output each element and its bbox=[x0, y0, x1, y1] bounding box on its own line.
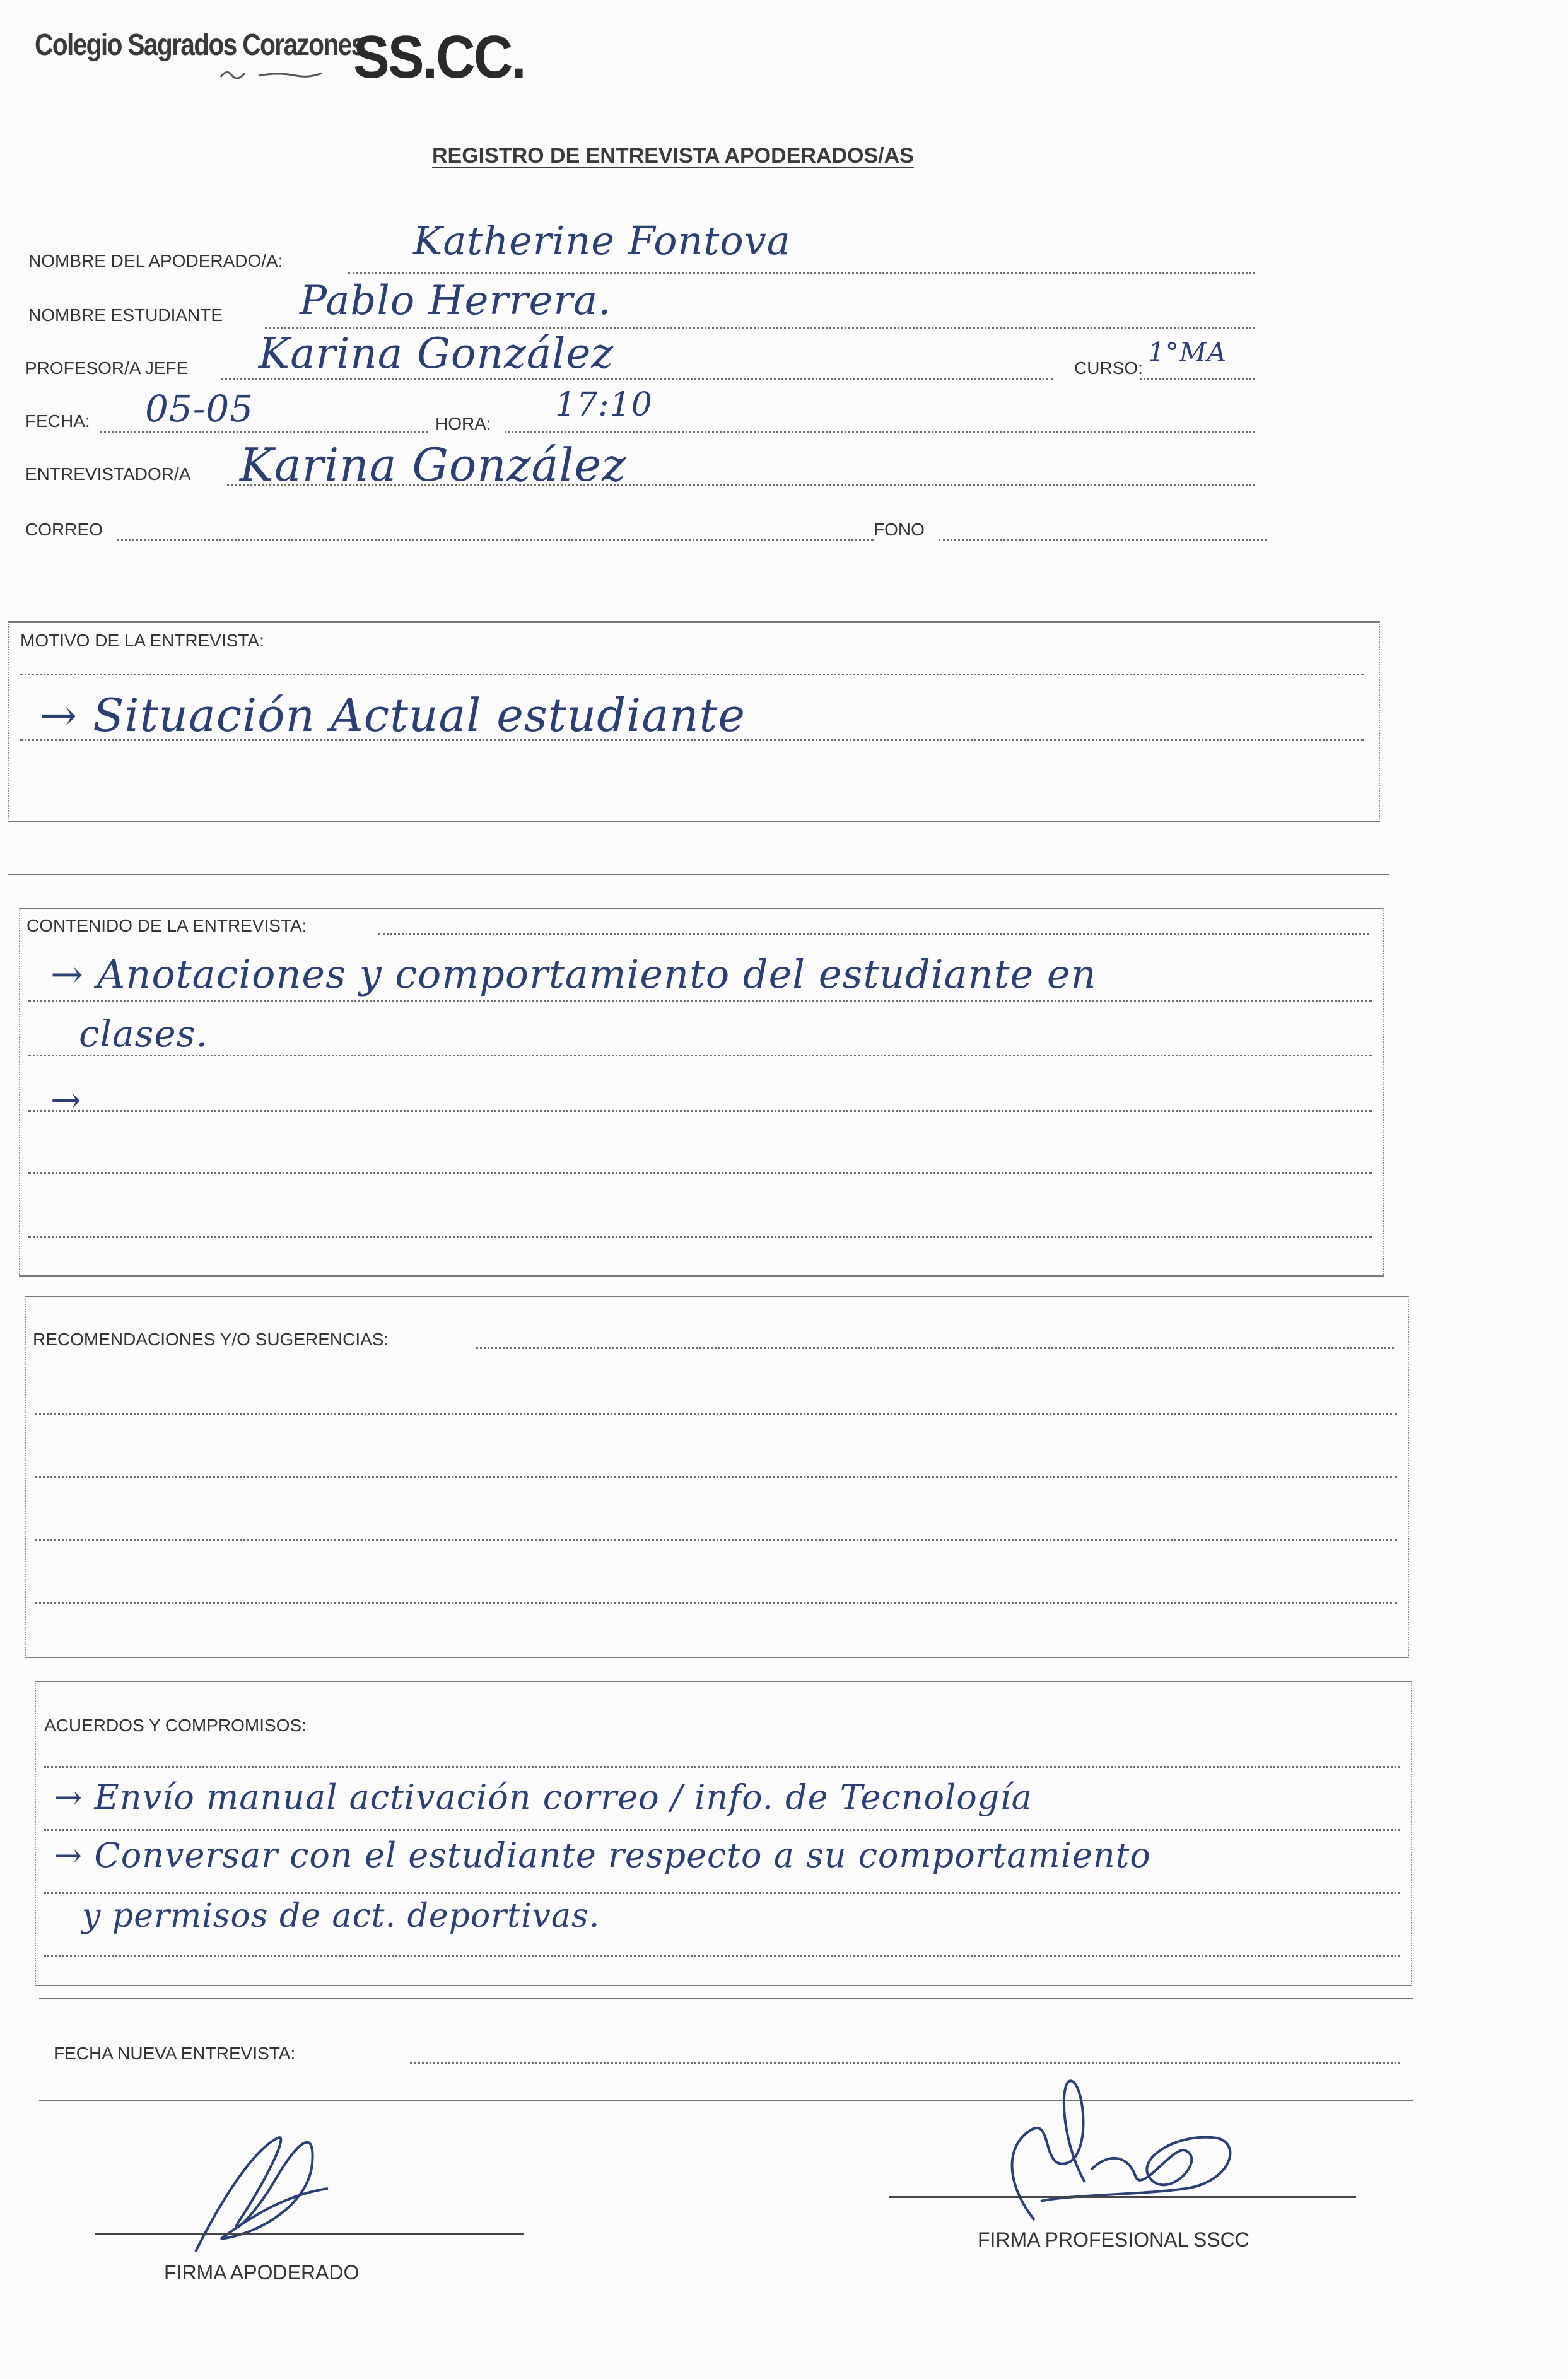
estudiante-line bbox=[265, 327, 1255, 329]
contenido-line-4 bbox=[28, 1172, 1372, 1174]
hora-value[interactable]: 17:10 bbox=[555, 386, 653, 424]
fecha-value[interactable]: 05-05 bbox=[145, 387, 254, 430]
correo-line[interactable] bbox=[117, 539, 874, 541]
nueva-entrevista-line[interactable] bbox=[410, 2062, 1400, 2064]
acuerdos-line-1 bbox=[44, 1766, 1400, 1768]
contenido-line-0 bbox=[378, 933, 1369, 935]
logo-scribble-icon bbox=[221, 63, 347, 82]
recomendaciones-line-0 bbox=[476, 1347, 1394, 1349]
recomendaciones-line-4[interactable] bbox=[35, 1602, 1397, 1604]
signature-profesional-line[interactable] bbox=[889, 2196, 1356, 2198]
apoderado-value[interactable]: Katherine Fontova bbox=[413, 218, 791, 264]
estudiante-label: NOMBRE ESTUDIANTE bbox=[28, 305, 223, 325]
hora-label: HORA: bbox=[435, 414, 491, 433]
motivo-label: MOTIVO DE LA ENTREVISTA: bbox=[20, 631, 264, 650]
signature-profesional-label: FIRMA PROFESIONAL SSCC bbox=[978, 2228, 1249, 2251]
signature-profesional-icon bbox=[965, 2075, 1243, 2226]
contenido-label: CONTENIDO DE LA ENTREVISTA: bbox=[26, 916, 307, 935]
acuerdos-line-2 bbox=[44, 1829, 1400, 1831]
contenido-line-5 bbox=[28, 1236, 1372, 1238]
profesor-line bbox=[221, 378, 1053, 380]
curso-line bbox=[1140, 378, 1255, 380]
divider bbox=[8, 874, 1389, 875]
contenido-text-2[interactable]: clases. bbox=[79, 1012, 208, 1055]
contenido-line-2 bbox=[28, 1055, 1372, 1056]
signature-apoderado-label: FIRMA APODERADO bbox=[164, 2261, 360, 2284]
contenido-line-3 bbox=[28, 1110, 1372, 1112]
fecha-label: FECHA: bbox=[25, 411, 90, 431]
acuerdos-text-1[interactable]: → Envío manual activación correo / info. de Tecnología bbox=[54, 1777, 1033, 1817]
recomendaciones-line-2[interactable] bbox=[35, 1476, 1397, 1478]
acuerdos-text-3[interactable]: y permisos de act. deportivas. bbox=[82, 1897, 600, 1935]
profesor-label: PROFESOR/A JEFE bbox=[25, 358, 189, 378]
signature-apoderado-icon bbox=[183, 2125, 347, 2258]
contenido-text-1[interactable]: → Anotaciones y comportamiento del estudiante en bbox=[50, 951, 1097, 997]
nueva-entrevista-label: FECHA NUEVA ENTREVISTA: bbox=[54, 2043, 296, 2063]
recomendaciones-line-1[interactable] bbox=[35, 1413, 1397, 1415]
acuerdos-line-4 bbox=[44, 1955, 1400, 1957]
motivo-text-1[interactable]: → Situación Actual estudiante bbox=[39, 689, 746, 742]
nueva-top-rule bbox=[39, 1998, 1413, 1999]
apoderado-line bbox=[348, 272, 1255, 274]
contenido-line-1 bbox=[28, 1000, 1372, 1002]
hora-line bbox=[505, 431, 1255, 433]
motivo-line-1 bbox=[20, 674, 1364, 675]
signature-apoderado-line[interactable] bbox=[95, 2233, 524, 2235]
contenido-text-3[interactable]: → bbox=[50, 1078, 82, 1121]
school-name: Colegio Sagrados Corazones bbox=[35, 28, 365, 62]
recomendaciones-line-3[interactable] bbox=[35, 1539, 1397, 1541]
apoderado-label: NOMBRE DEL APODERADO/A: bbox=[28, 251, 283, 271]
entrevistador-label: ENTREVISTADOR/A bbox=[25, 464, 191, 484]
curso-label: CURSO: bbox=[1074, 358, 1143, 378]
entrevistador-value[interactable]: Karina González bbox=[240, 438, 627, 491]
curso-value[interactable]: 1°MA bbox=[1148, 337, 1227, 368]
estudiante-value[interactable]: Pablo Herrera. bbox=[300, 278, 612, 324]
fecha-line bbox=[100, 431, 428, 433]
school-logo-mark: SS.CC. bbox=[353, 23, 525, 91]
correo-label: CORREO bbox=[25, 520, 103, 539]
acuerdos-text-2[interactable]: → Conversar con el estudiante respecto a su comportamiento bbox=[54, 1835, 1151, 1875]
profesor-value[interactable]: Karina González bbox=[259, 329, 614, 378]
form-title: REGISTRO DE ENTREVISTA APODERADOS/AS bbox=[432, 144, 914, 168]
acuerdos-line-3 bbox=[44, 1892, 1400, 1894]
fono-label: FONO bbox=[874, 520, 925, 539]
fono-line[interactable] bbox=[939, 539, 1267, 541]
recomendaciones-label: RECOMENDACIONES Y/O SUGERENCIAS: bbox=[33, 1330, 389, 1349]
acuerdos-label: ACUERDOS Y COMPROMISOS: bbox=[44, 1716, 307, 1735]
